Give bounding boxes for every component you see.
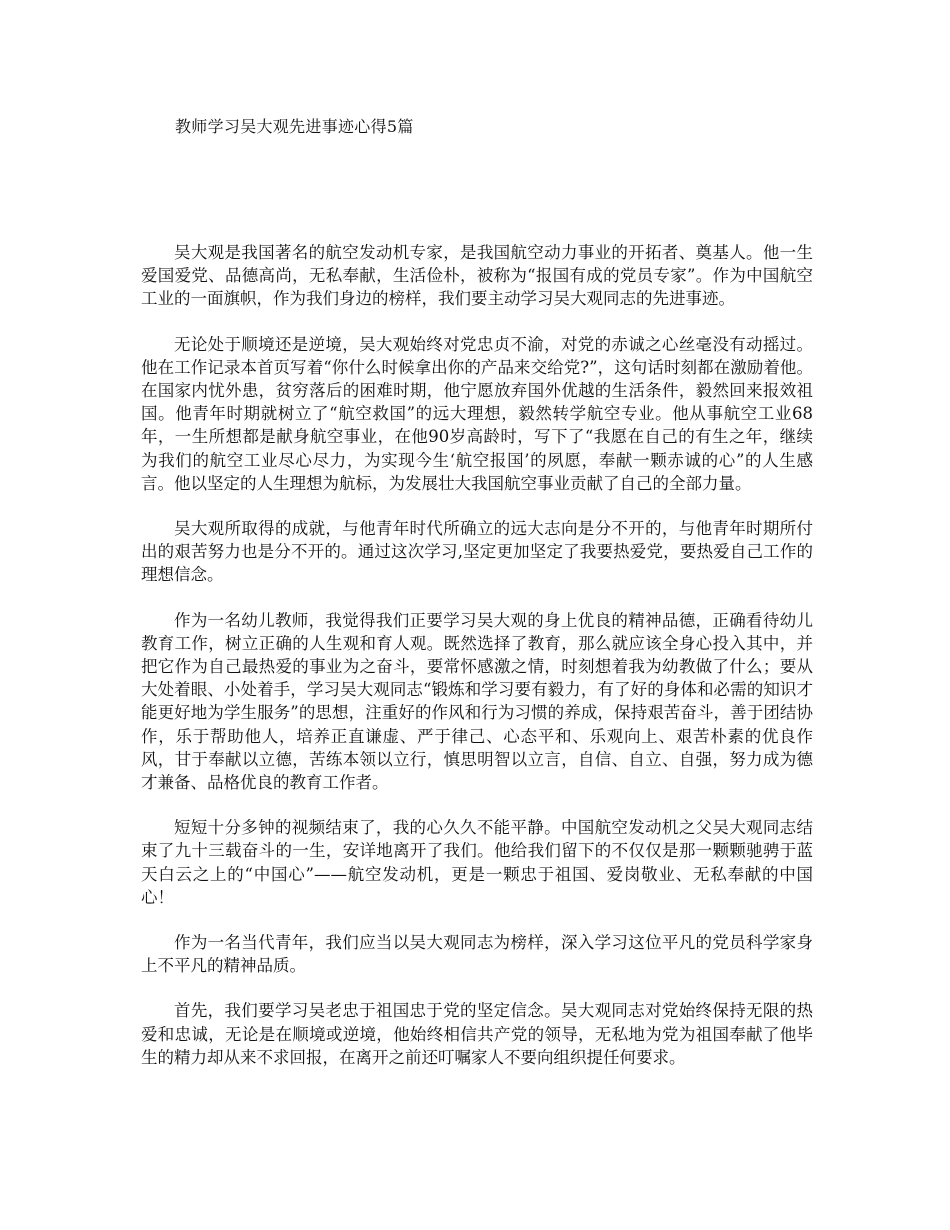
paragraph-2: 无论处于顺境还是逆境，吴大观始终对党忠贞不渝，对党的赤诚之心丝毫没有动摇过。他在工作记录本首页写着“你什么时候拿出你的产品来交给党?”，这句话时刻都在激励着他。在国家内忧外患，贫穷落后的困难时期，他宁愿放弃国外优越的生活条件，毅然回来报效祖国。他青年时期就树立了“航空救国”的远大理想，毅然转学航空专业。他从事航空工业68年，一生所想都是献身航空事业，在他90岁高龄时，写下了“我愿在自己的有生之年，继续为我们的航空工业尽心尽力，为实现今生‘航空报国’的夙愿，奉献一颗赤诚的心”的人生感言。他以坚定的人生理想为航标，为发展壮大我国航空事业贡献了自己的全部力量。 <box>141 334 813 493</box>
paragraph-6: 作为一名当代青年，我们应当以吴大观同志为榜样，深入学习这位平凡的党员科学家身上不平凡的精神品质。 <box>141 933 813 976</box>
paragraph-7: 首先，我们要学习吴老忠于祖国忠于党的坚定信念。吴大观同志对党始终保持无限的热爱和忠诚，无论是在顺境或逆境，他始终相信共产党的领导，无私地为党为祖国奉献了他毕生的精力却从来不求回报，在离开之前还叮嘱家人不要向组织提任何要求。 <box>141 1001 813 1067</box>
document-title: 教师学习吴大观先进事迹心得5篇 <box>175 117 414 136</box>
document-body <box>141 241 813 1091</box>
paragraph-5: 短短十分多钟的视频结束了，我的心久久不能平静。中国航空发动机之父吴大观同志结束了九十三载奋斗的一生，安详地离开了我们。他给我们留下的不仅仅是那一颗颗驰骋于蓝天白云之上的“中国心”——航空发动机，更是一颗忠于祖国、爱岗敬业、无私奉献的中国心！ <box>141 818 813 907</box>
paragraph-1: 吴大观是我国著名的航空发动机专家，是我国航空动力事业的开拓者、奠基人。他一生爱国爱党、品德高尚，无私奉献，生活俭朴，被称为“报国有成的党员专家”。作为中国航空工业的一面旗帜，作为我们身边的榜样，我们要主动学习吴大观同志的先进事迹。 <box>141 243 813 309</box>
paragraph-4: 作为一名幼儿教师，我觉得我们正要学习吴大观的身上优良的精神品德，正确看待幼儿教育工作，树立正确的人生观和育人观。既然选择了教育，那么就应该全身心投入其中，并把它作为自己最热爱的事业为之奋斗，要常怀感激之情，时刻想着我为幼教做了什么；要从大处着眼、小处着手，学习吴大观同志“锻炼和学习要有毅力，有了好的身体和必需的知识才能更好地为学生服务”的思想，注重好的作风和行为习惯的养成，保持艰苦奋斗，善于团结协作，乐于帮助他人，培养正直谦虚、严于律己、心态平和、乐观向上、艰苦朴素的优良作风，甘于奉献以立德，苦练本领以立行，慎思明智以立言，自信、自立、自强，努力成为德才兼备、品格优良的教育工作者。 <box>141 610 813 793</box>
paragraph-3: 吴大观所取得的成就，与他青年时代所确立的远大志向是分不开的，与他青年时期所付出的艰苦努力也是分不开的。通过这次学习,坚定更加坚定了我要热爱党，要热爱自己工作的理想信念。 <box>141 519 813 585</box>
